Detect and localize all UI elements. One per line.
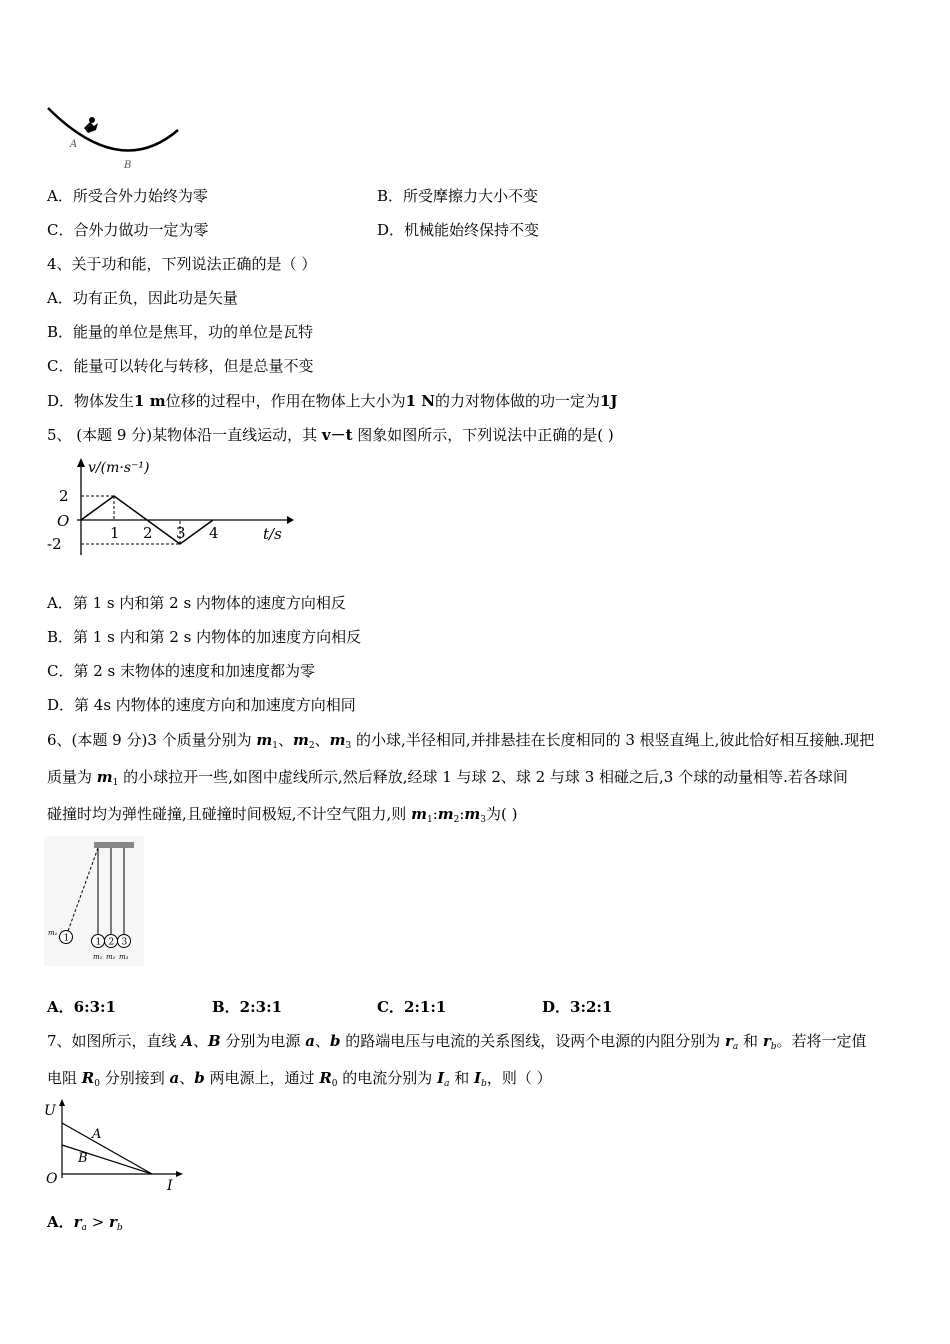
q6-ratio-m2-sub: 2 xyxy=(453,815,460,825)
ui-line-a xyxy=(62,1123,152,1174)
q7-t3: 分别为电源 xyxy=(220,1032,306,1050)
q7-source-b: b xyxy=(329,1032,341,1050)
q6-text-2: 的小球,半径相同,并排悬挂在长度相同的 3 根竖直绳上,彼此恰好相互接触.现把 xyxy=(351,731,875,749)
q7-source-a-2: a xyxy=(169,1069,180,1087)
ui-axis-i: I xyxy=(167,1178,173,1194)
q6-stem-line-1 xyxy=(47,730,874,756)
q7-t7: 。若将一定值 xyxy=(776,1032,867,1050)
q7-t14: ，则（ ） xyxy=(486,1069,552,1087)
q6-ratio-m1-sub: 1 xyxy=(426,815,433,825)
vt-x-label: t/s xyxy=(263,525,282,543)
vt-x-tick-2: 2 xyxy=(143,524,153,542)
ui-label-b: B xyxy=(78,1151,88,1166)
q3-option-b: B．所受摩擦力大小不变 xyxy=(377,187,539,205)
curved-track xyxy=(48,108,178,150)
q7-source-b-2: b xyxy=(194,1069,205,1087)
q7-t10: 、 xyxy=(179,1069,195,1087)
q7-r-a-sub: a xyxy=(732,1042,739,1052)
q6-m1: m xyxy=(256,731,273,749)
ceiling-support xyxy=(94,842,134,848)
ui-origin: O xyxy=(46,1171,58,1187)
q6-colon-1: : xyxy=(432,805,438,823)
q5-option-d: D．第 4s 内物体的速度方向和加速度方向相同 xyxy=(47,696,356,714)
q7-current-a: I xyxy=(437,1069,445,1087)
q5-option-b: B．第 1 s 内和第 2 s 内物体的加速度方向相反 xyxy=(47,628,362,646)
q6-text-6: 为( ) xyxy=(486,805,518,823)
vt-x-tick-3: 3 xyxy=(176,524,186,542)
q7-a-gt: > xyxy=(86,1213,110,1231)
q7-a-prefix: A． xyxy=(47,1213,74,1231)
q6-stem-line-3 xyxy=(47,804,518,830)
q7-line-a: A xyxy=(181,1032,193,1050)
ball-pulled-number: 1 xyxy=(63,933,70,944)
ui-label-a: A xyxy=(92,1127,102,1142)
q7-r-a: r xyxy=(725,1032,733,1050)
q7-option-a xyxy=(47,1212,123,1238)
vt-x-arrow xyxy=(287,516,294,524)
vt-y-arrow xyxy=(77,458,85,467)
mass-label-2: m₂ xyxy=(106,953,116,961)
q7-line-b: B xyxy=(207,1032,221,1050)
q5-stem-vt: v－t xyxy=(321,426,353,444)
q7-t5: 的路端电压与电流的关系图线，设两个电源的内阻分别为 xyxy=(340,1032,725,1050)
q7-a-r2-sub: b xyxy=(116,1223,123,1233)
skier-head xyxy=(89,117,95,123)
mass-label-3: m₃ xyxy=(119,953,129,961)
vt-x-tick-4: 4 xyxy=(209,524,219,542)
q7-current-a-sub: a xyxy=(444,1079,450,1089)
track-figure xyxy=(40,100,190,175)
q4-d-text-1: D．物体发生 xyxy=(47,392,135,410)
q6-sep-2: 、 xyxy=(314,731,330,749)
vt-x-tick-1: 1 xyxy=(110,524,120,542)
q7-stem-line-1 xyxy=(47,1031,867,1057)
vt-y-label: v/(m·s⁻¹) xyxy=(88,460,150,476)
q6-ratio-m3-sub: 3 xyxy=(480,815,487,825)
q7-t8: 电阻 xyxy=(47,1069,82,1087)
ball-3-number: 3 xyxy=(121,937,128,948)
pendulum-figure xyxy=(44,836,144,966)
q7-a-r1: r xyxy=(73,1213,82,1231)
q6-m1-sub: 1 xyxy=(272,741,279,751)
q3-option-c: C．合外力做功一定为零 xyxy=(47,221,209,239)
q7-resistor: R xyxy=(81,1069,95,1087)
q7-source-a: a xyxy=(305,1032,315,1050)
q7-t9: 分别接到 xyxy=(99,1069,170,1087)
q4-stem: 4、关于功和能，下列说法正确的是（ ） xyxy=(47,255,317,273)
q4-d-work: 1J xyxy=(599,392,618,410)
q6-text-1: 6、(本题 9 分)3 个质量分别为 xyxy=(47,731,257,749)
q7-r-b-sub: b xyxy=(770,1042,777,1052)
q4-option-b: B．能量的单位是焦耳，功的单位是瓦特 xyxy=(47,323,314,341)
q6-option-d: D．3:2:1 xyxy=(542,998,613,1016)
q6-option-c: C．2:1:1 xyxy=(377,998,447,1016)
q6-option-b: B．2:3:1 xyxy=(212,998,283,1016)
q6-text-3: 质量为 xyxy=(47,768,97,786)
q6-m2-sub: 2 xyxy=(308,741,315,751)
q7-resistor-2: R xyxy=(319,1069,332,1087)
q6-ratio-m2: m xyxy=(437,805,454,823)
q7-t11: 两电源上，通过 xyxy=(204,1069,320,1087)
ui-y-arrow xyxy=(59,1099,65,1106)
q4-d-distance: 1 m xyxy=(134,392,166,410)
vt-chart xyxy=(45,455,300,560)
q6-m2: m xyxy=(293,731,309,749)
q7-t6: 和 xyxy=(738,1032,763,1050)
q7-stem-line-2 xyxy=(47,1068,552,1094)
q7-t4: 、 xyxy=(314,1032,330,1050)
q4-d-text-3: 的力对物体做的功一定为 xyxy=(434,392,600,410)
q3-option-a: A．所受合外力始终为零 xyxy=(47,187,208,205)
q7-t1: 7、如图所示，直线 xyxy=(47,1032,182,1050)
q6-ratio-m3: m xyxy=(464,805,481,823)
q7-t13: 和 xyxy=(449,1069,475,1087)
q7-resistor-sub: 0 xyxy=(94,1079,100,1089)
q6-sep-1: 、 xyxy=(278,731,294,749)
q4-option-d xyxy=(47,391,618,411)
q5-option-a: A．第 1 s 内和第 2 s 内物体的速度方向相反 xyxy=(47,594,346,612)
q7-t2: 、 xyxy=(192,1032,208,1050)
q7-resistor-2-sub: 0 xyxy=(331,1079,338,1089)
q5-stem-text-1: 5、 (本题 9 分)某物体沿一直线运动，其 xyxy=(47,426,322,444)
ui-figure xyxy=(40,1096,190,1196)
q6-stem-line-2 xyxy=(47,767,848,793)
q6-m1-b-sub: 1 xyxy=(112,778,119,788)
q6-m1-b: m xyxy=(96,768,113,786)
q3-option-d: D．机械能始终保持不变 xyxy=(377,221,540,239)
q7-a-r1-sub: a xyxy=(81,1223,87,1233)
q7-r-b: r xyxy=(762,1032,771,1050)
q5-stem-text-2: 图象如图所示，下列说法中正确的是( ) xyxy=(352,426,614,444)
q5-stem xyxy=(47,425,614,445)
ui-axis-u: U xyxy=(44,1103,56,1119)
q6-colon-2: : xyxy=(459,805,465,823)
q6-ratio-m1: m xyxy=(411,805,427,823)
skier-icon xyxy=(84,122,98,133)
q4-option-a: A．功有正负，因此功是矢量 xyxy=(47,289,238,307)
q7-t12: 的电流分别为 xyxy=(337,1069,438,1087)
q6-m3: m xyxy=(329,731,346,749)
q6-text-5: 碰撞时均为弹性碰撞,且碰撞时间极短,不计空气阻力,则 xyxy=(47,805,412,823)
vt-y-tick-0: 2 xyxy=(59,487,69,505)
q6-text-4: 的小球拉开一些,如图中虚线所示,然后释放,经球 1 与球 2、球 2 与球 3 相碰之后,3 个球的动量相等.若各球间 xyxy=(118,768,848,786)
track-label-b: B xyxy=(124,160,132,171)
track-label-a: A xyxy=(70,139,78,150)
q7-current-b: I xyxy=(474,1069,482,1087)
q4-option-c: C．能量可以转化与转移，但是总量不变 xyxy=(47,357,314,375)
q6-option-a: A．6:3:1 xyxy=(47,998,117,1016)
q5-option-c: C．第 2 s 末物体的速度和加速度都为零 xyxy=(47,662,316,680)
ui-x-arrow xyxy=(176,1171,183,1177)
ball-2-number: 2 xyxy=(108,937,115,948)
q4-d-text-2: 位移的过程中，作用在物体上大小为 xyxy=(165,392,406,410)
vt-origin: O xyxy=(57,512,70,530)
ball-pulled-mass: m₁ xyxy=(48,929,58,937)
q6-m3-sub: 3 xyxy=(345,741,352,751)
q7-a-r2: r xyxy=(109,1213,117,1231)
q4-d-force: 1 N xyxy=(405,392,435,410)
ball-1-number: 1 xyxy=(95,937,102,948)
ui-line-b xyxy=(62,1145,152,1174)
vt-y-tick-1: -2 xyxy=(47,535,62,553)
mass-label-1: m₁ xyxy=(93,953,103,961)
q7-current-b-sub: b xyxy=(481,1079,487,1089)
